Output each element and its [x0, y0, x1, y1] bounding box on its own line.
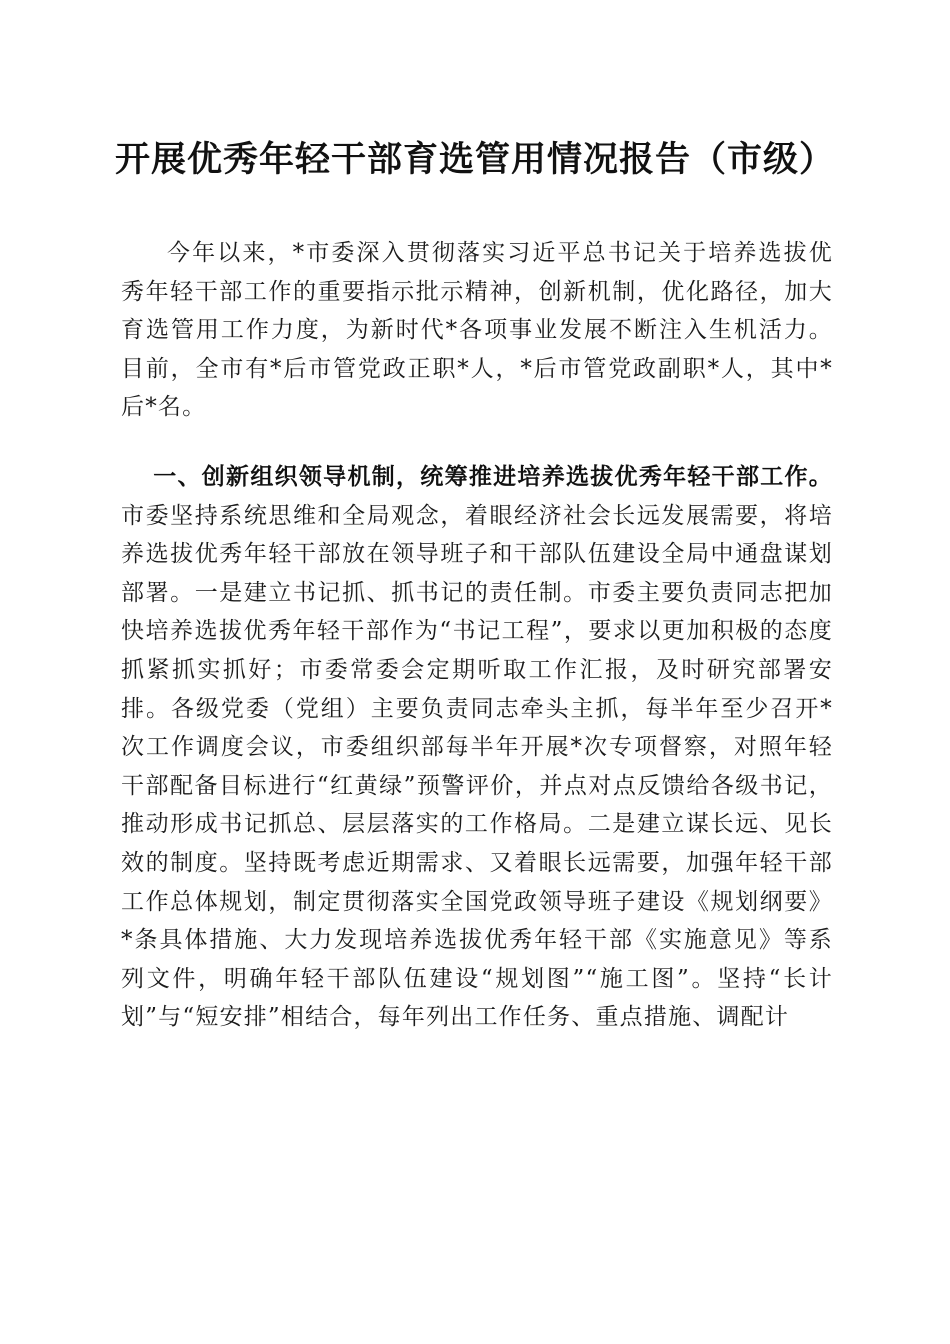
intro-paragraph: 今年以来，*市委深入贯彻落实习近平总书记关于培养选拔优秀年轻干部工作的重要指示批示精神，创新机制，优化路径，加大育选管用工作力度，为新时代*各项事业发展不断注入生机活力。目前，全市有*后市管党政正职*人，*后市管党政副职*人，其中*后*名。 — [121, 240, 833, 421]
section-one-heading: 一、创新组织领导机制，统筹推进培养选拔优秀年轻干部工作。 — [153, 464, 833, 490]
section-one-body: 市委坚持系统思维和全局观念，着眼经济社会长远发展需要，将培养选拔优秀年轻干部放在领导班子和干部队伍建设全局中通盘谋划部署。一是建立书记抓、抓书记的责任制。市委主要负责同志把加快培养选拔优秀年轻干部作为“书记工程”，要求以更加积极的态度抓紧抓实抓好；市委常委会定期听取工作汇报，及时研究部署安排。各级党委（党组）主要负责同志牵头主抓，每半年至少召开*次工作调度会议，市委组织部每半年开展*次专项督察，对照年轻干部配备目标进行“红黄绿”预警评价，并点对点反馈给各级书记，推动形成书记抓总、层层落实的工作格局。二是建立谋长远、见长效的制度。坚持既考虑近期需求、又着眼长远需要，加强年轻干部工作总体规划，制定贯彻落实全国党政领导班子建设《规划纲要》*条具体措施、大力发现培养选拔优秀年轻干部《实施意见》等系列文件，明确年轻干部队伍建设“规划图”“施工图”。坚持“长计划”与“短安排”相结合，每年列出工作任务、重点措施、调配计 — [121, 502, 833, 1031]
section-one-paragraph — [121, 458, 833, 1037]
document-title: 开展优秀年轻干部育选管用情况报告（市级） — [114, 139, 835, 180]
